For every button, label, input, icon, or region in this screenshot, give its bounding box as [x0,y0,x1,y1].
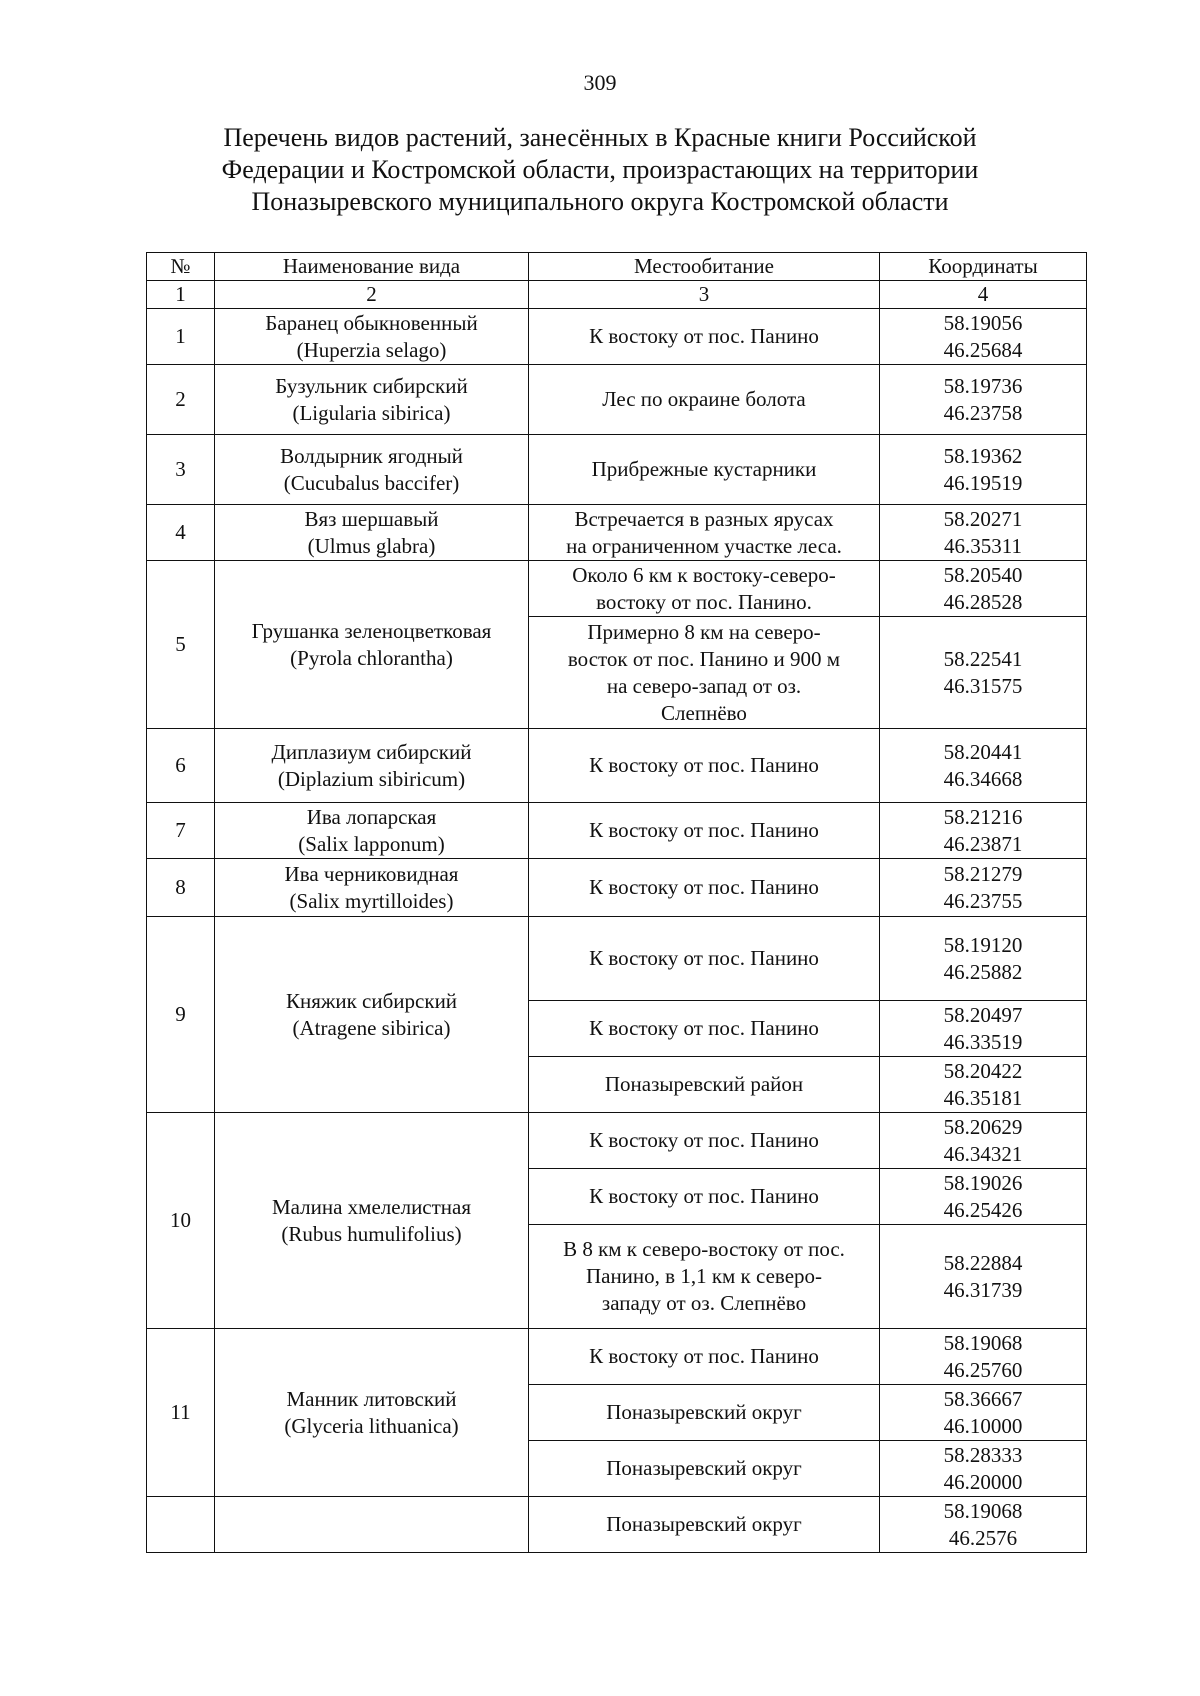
species-latin-name: (Rubus humulifolius) [281,1221,462,1246]
habitat-cell [529,917,880,1001]
table-row [147,1329,1087,1385]
latitude-value: 58.22884 [943,1250,1023,1275]
coordinates-cell [880,561,1087,617]
column-number-row [147,281,1087,309]
species-latin-name: (Cucubalus baccifer) [283,470,460,495]
species-russian-name: Волдырник ягодный [280,443,463,468]
habitat-cell [529,365,880,435]
column-number-cell: 2 [215,281,529,309]
header-cell-coordinates: Координаты [880,253,1087,281]
species-name-cell [215,505,529,561]
species-number-cell: 3 [147,435,215,505]
title-line: Поназыревского муниципального округа Костромской области [251,187,949,216]
species-number-cell: 2 [147,365,215,435]
column-number-cell: 1 [147,281,215,309]
longitude-value: 46.33519 [943,1029,1023,1054]
latitude-value: 58.20441 [943,739,1023,764]
habitat-text-line: К востоку от пос. Панино [589,1016,819,1040]
latitude-value: 58.21279 [943,861,1023,886]
longitude-value: 46.25882 [943,959,1023,984]
habitat-text-line: на ограниченном участке леса. [566,533,842,558]
coordinates-cell [880,505,1087,561]
habitat-text-line: Лес по окраине болота [602,387,806,411]
species-number-cell: 7 [147,803,215,859]
page-number: 309 [583,70,617,95]
species-russian-name: Баранец обыкновенный [265,310,478,335]
coordinates-cell [880,1113,1087,1169]
latitude-value: 58.19056 [943,310,1023,335]
species-russian-name: Вяз шершавый [304,506,439,531]
habitat-cell [529,1001,880,1057]
species-name-cell [215,1113,529,1329]
longitude-value: 46.31575 [943,673,1023,698]
species-number-cell: 1 [147,309,215,365]
habitat-cell [529,1057,880,1113]
habitat-text-line: Поназыревский район [604,1072,804,1096]
species-latin-name: (Glyceria lithuanica) [284,1413,459,1438]
coordinates-cell [880,859,1087,917]
table-row [147,435,1087,505]
latitude-value: 58.19362 [943,443,1023,468]
species-name-cell [215,365,529,435]
table-row [147,365,1087,435]
document-title [150,122,1050,218]
habitat-text-line: К востоку от пос. Панино [589,1344,819,1368]
habitat-text-line: К востоку от пос. Панино [589,818,819,842]
coordinates-cell [880,1441,1087,1497]
species-number-cell: 6 [147,729,215,803]
species-table [146,252,1087,1553]
latitude-value: 58.19026 [943,1170,1023,1195]
species-russian-name: Манник литовский [286,1386,457,1411]
coordinates-cell [880,1169,1087,1225]
latitude-value: 58.19120 [943,932,1023,957]
habitat-text-line: Поназыревский округ [606,1512,802,1536]
coordinates-cell [880,1329,1087,1385]
habitat-text-line: Около 6 км к востоку-северо- [572,562,836,587]
habitat-cell [529,1169,880,1225]
species-name-cell [215,309,529,365]
habitat-cell [529,1225,880,1329]
habitat-cell [529,1385,880,1441]
species-number-cell: 9 [147,917,215,1113]
longitude-value: 46.25684 [943,337,1023,362]
header-cell-habitat: Местообитание [529,253,880,281]
habitat-text-line: К востоку от пос. Панино [589,875,819,899]
coordinates-cell [880,1001,1087,1057]
habitat-cell [529,505,880,561]
species-russian-name: Ива лопарская [306,804,437,829]
habitat-text-line: К востоку от пос. Панино [589,946,819,970]
habitat-cell [529,1329,880,1385]
table-row [147,505,1087,561]
species-latin-name: (Salix lapponum) [298,831,445,856]
latitude-value: 58.20540 [943,562,1023,587]
longitude-value: 46.34668 [943,766,1023,791]
longitude-value: 46.2576 [948,1525,1018,1550]
latitude-value: 58.21216 [943,804,1023,829]
latitude-value: 58.19068 [943,1330,1023,1355]
latitude-value: 58.36667 [943,1386,1023,1411]
coordinates-cell [880,617,1087,729]
species-name-cell [215,1497,529,1553]
coordinates-cell [880,729,1087,803]
table-row [147,729,1087,803]
species-number-cell [147,1497,215,1553]
habitat-cell [529,859,880,917]
habitat-text-line: Поназыревский округ [606,1400,802,1424]
header-cell-name: Наименование вида [215,253,529,281]
habitat-text-line: западу от оз. Слепнёво [601,1291,807,1315]
species-latin-name: (Pyrola chlorantha) [290,645,453,670]
coordinates-cell [880,803,1087,859]
coordinates-cell [880,1385,1087,1441]
habitat-text-line: востоку от пос. Панино. [596,589,812,614]
longitude-value: 46.20000 [943,1469,1023,1494]
habitat-text-line: Примерно 8 км на северо- [587,619,821,644]
coordinates-cell [880,365,1087,435]
longitude-value: 46.31739 [943,1277,1023,1302]
species-russian-name: Грушанка зеленоцветковая [251,618,492,643]
table-row [147,803,1087,859]
species-number-cell: 8 [147,859,215,917]
longitude-value: 46.35311 [944,533,1022,558]
habitat-text-line: Встречается в разных ярусах [574,506,834,531]
habitat-text-line: К востоку от пос. Панино [589,1184,819,1208]
habitat-cell [529,561,880,617]
species-name-cell [215,435,529,505]
longitude-value: 46.34321 [943,1141,1023,1166]
species-latin-name: (Diplazium sibiricum) [277,766,466,791]
habitat-cell [529,1497,880,1553]
coordinates-cell [880,435,1087,505]
coordinates-cell [880,1225,1087,1329]
habitat-text-line: Поназыревский округ [606,1456,802,1480]
longitude-value: 46.23758 [943,400,1023,425]
latitude-value: 58.20629 [943,1114,1023,1139]
table-row [147,1497,1087,1553]
table-row [147,917,1087,1001]
species-name-cell [215,1329,529,1497]
species-name-cell [215,561,529,729]
latitude-value: 58.22541 [943,646,1023,671]
latitude-value: 58.28333 [943,1442,1023,1467]
species-latin-name: (Ligularia sibirica) [292,400,451,425]
habitat-cell [529,1441,880,1497]
habitat-text-line: Слепнёво [661,700,747,725]
habitat-text-line: на северо-запад от оз. [606,673,802,698]
column-number-cell: 3 [529,281,880,309]
species-name-cell [215,729,529,803]
habitat-cell [529,1113,880,1169]
habitat-text-line: К востоку от пос. Панино [589,324,819,348]
habitat-cell [529,803,880,859]
longitude-value: 46.23755 [943,888,1023,913]
title-line: Федерации и Костромской области, произрастающих на территории [221,155,979,184]
species-name-cell [215,917,529,1113]
longitude-value: 46.35181 [943,1085,1023,1110]
table-row [147,309,1087,365]
species-russian-name: Малина хмелелистная [271,1194,472,1219]
habitat-cell [529,617,880,729]
species-number-cell: 4 [147,505,215,561]
coordinates-cell [880,917,1087,1001]
header-cell-number: № [147,253,215,281]
species-latin-name: (Ulmus glabra) [307,533,436,558]
longitude-value: 46.25426 [943,1197,1023,1222]
species-latin-name: (Huperzia selago) [296,337,447,362]
coordinates-cell [880,1057,1087,1113]
table-row [147,1113,1087,1169]
species-name-cell [215,803,529,859]
longitude-value: 46.19519 [943,470,1023,495]
species-latin-name: (Atragene sibirica) [292,1015,451,1040]
habitat-text-line: В 8 км к северо-востоку от пос. [563,1237,845,1261]
species-russian-name: Бузульник сибирский [275,373,468,398]
header-row [147,253,1087,281]
habitat-cell [529,729,880,803]
table-row [147,859,1087,917]
table-row [147,561,1087,617]
species-russian-name: Княжик сибирский [285,988,458,1013]
habitat-text-line: Прибрежные кустарники [591,457,817,481]
longitude-value: 46.25760 [943,1357,1023,1382]
latitude-value: 58.20271 [943,506,1023,531]
habitat-cell [529,435,880,505]
longitude-value: 46.10000 [943,1413,1023,1438]
latitude-value: 58.19736 [943,373,1023,398]
latitude-value: 58.20497 [943,1002,1023,1027]
longitude-value: 46.23871 [943,831,1023,856]
longitude-value: 46.28528 [943,589,1023,614]
title-line: Перечень видов растений, занесённых в Красные книги Российской [223,123,977,152]
habitat-text-line: восток от пос. Панино и 900 м [567,646,841,671]
habitat-text-line: Панино, в 1,1 км к северо- [585,1264,823,1288]
latitude-value: 58.20422 [943,1058,1023,1083]
habitat-cell [529,309,880,365]
coordinates-cell [880,1497,1087,1553]
species-latin-name: (Salix myrtilloides) [289,888,454,913]
coordinates-cell [880,309,1087,365]
species-number-cell: 11 [147,1329,215,1497]
habitat-text-line: К востоку от пос. Панино [589,1128,819,1152]
latitude-value: 58.19068 [943,1498,1023,1523]
species-russian-name: Диплазиум сибирский [271,739,472,764]
species-number-cell: 10 [147,1113,215,1329]
habitat-text-line: К востоку от пос. Панино [589,753,819,777]
column-number-cell: 4 [880,281,1087,309]
species-russian-name: Ива черниковидная [284,861,459,886]
species-number-cell: 5 [147,561,215,729]
species-name-cell [215,859,529,917]
